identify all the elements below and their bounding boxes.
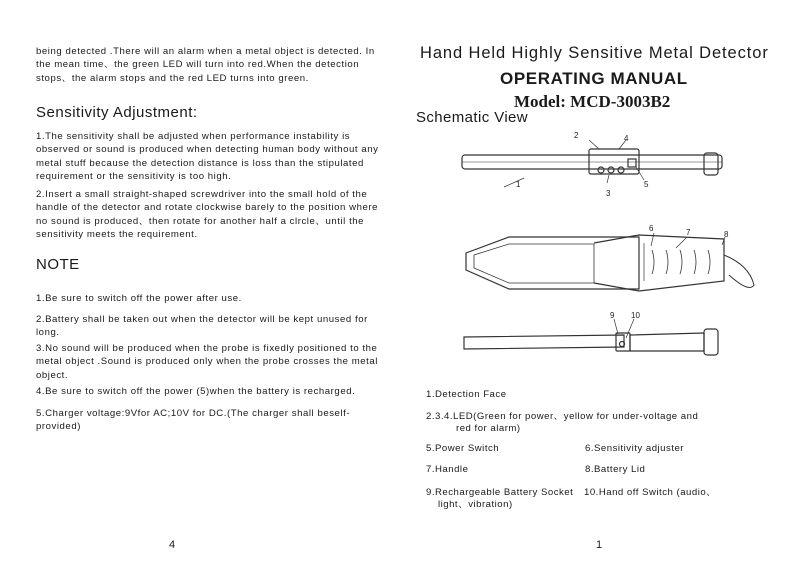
page-number-left: 4 [169,539,176,551]
page-number-right: 1 [596,539,603,551]
callout-4: 4 [624,134,629,143]
callout-9: 9 [610,311,615,320]
callout-3: 3 [606,189,611,198]
model-number: Model: MCD-3003B2 [514,92,671,111]
note-item: 3.No sound will be produced when the probe is fixedly positioned to the metal object .Sound is produced only when the probe crosses the metal object. [36,343,378,381]
sensitivity-step-1: 1.The sensitivity shall be adjusted when performance instability is observed or sound is produced when detecting human body without any metal stuff because the detection distance is loss than the stipulated requirement or the sensitivity is too high. [36,131,379,183]
part-led: 2.3.4.LED(Green for power、yellow for under-voltage and [426,411,699,422]
part-power-switch: 5.Power Switch [426,443,500,454]
part-led-continued: red for alarm) [456,423,521,434]
callout-10: 10 [631,311,640,320]
callout-7: 7 [686,228,691,237]
detector-3d-view [466,233,754,291]
callout-2: 2 [574,131,579,140]
part-hand-off-switch-continued: light、vibration) [438,499,513,510]
part-handle: 7.Handle [426,464,469,475]
schematic-diagram [404,125,808,365]
note-heading: NOTE [36,256,80,273]
callout-8: 8 [724,230,729,239]
schematic-heading: Schematic View [416,109,529,126]
note-item: 5.Charger voltage:9Vfor AC;10V for DC.(The charger shall beself-provided) [36,408,351,433]
callout-6: 6 [649,224,654,233]
manual-subtitle: OPERATING MANUAL [500,69,688,88]
part-battery-lid: 8.Battery Lid [585,464,646,475]
part-hand-off-switch: 10.Hand off Switch (audio、 [584,487,717,498]
part-sensitivity-adjuster: 6.Sensitivity adjuster [585,443,684,454]
detector-side-view [464,319,718,355]
part-detection-face: 1.Detection Face [426,389,507,400]
part-battery-socket: 9.Rechargeable Battery Socket [426,487,574,498]
callout-5: 5 [644,180,649,189]
note-item: 1.Be sure to switch off the power after use. [36,293,242,304]
intro-paragraph: being detected .There will an alarm when a metal object is detected. In the mean time、the green LED will turn into red.When the detection stops、the alarm stops and the red LED turns into green. [36,46,375,84]
note-item: 2.Battery shall be taken out when the detector will be kept unused for long. [36,314,368,339]
sensitivity-heading: Sensitivity Adjustment: [36,104,198,121]
sensitivity-step-2: 2.Insert a small straight-shaped screwdriver into the small hold of the handle of the detector and rotate clockwise barely to the position where no sound is produced、then rotate for another half a clrcle、until the sensitivity meets the requirement. [36,189,378,241]
callout-1: 1 [516,180,521,189]
document-title: Hand Held Highly Sensitive Metal Detector [420,44,769,62]
detector-top-view [462,140,722,187]
note-item: 4.Be sure to switch off the power (5)when the battery is recharged. [36,386,356,397]
